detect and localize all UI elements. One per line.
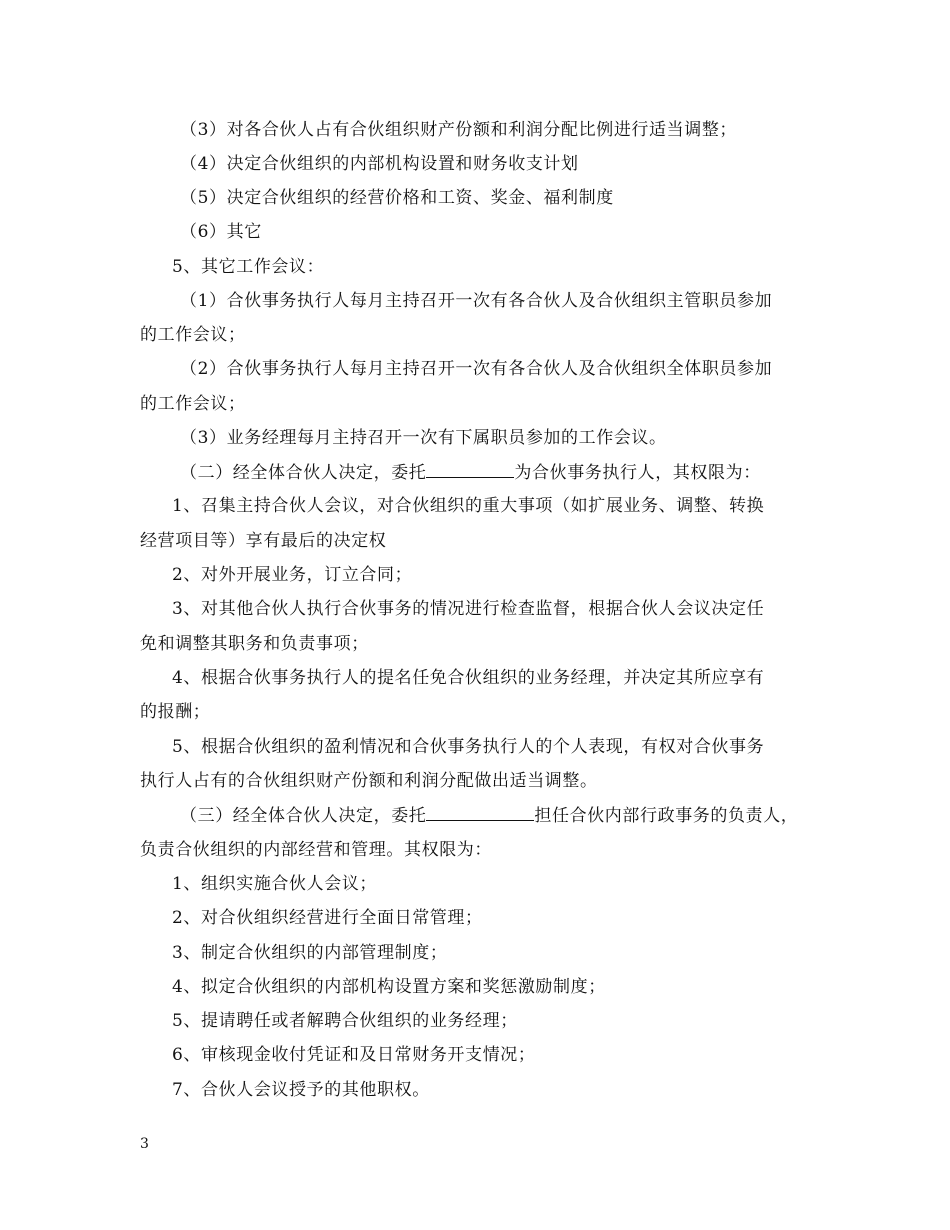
text-line: 的工作会议； <box>140 394 246 414</box>
text-segment: 担任合伙内部行政事务的负责人， <box>534 806 799 826</box>
blank-field <box>426 460 514 478</box>
text-line: 2、对外开展业务，订立合同； <box>172 565 413 585</box>
text-line: 3、对其他合伙人执行合伙事务的情况进行检查监督，根据合伙人会议决定任 <box>172 599 765 619</box>
text-line: 5、根据合伙组织的盈利情况和合伙事务执行人的个人表现，有权对合伙事务 <box>172 737 765 757</box>
text-line: 经营项目等）享有最后的决定权 <box>140 531 387 551</box>
text-line: （4）决定合伙组织的内部机构设置和财务收支计划 <box>180 154 579 174</box>
text-line <box>180 803 798 828</box>
text-line: 1、召集主持合伙人会议，对合伙组织的重大事项（如扩展业务、调整、转换 <box>172 496 765 516</box>
text-segment: 为合伙事务执行人，其权限为： <box>514 463 761 483</box>
text-line: 免和调整其职务和负责事项； <box>140 634 369 654</box>
text-line: 4、根据合伙事务执行人的提名任免合伙组织的业务经理，并决定其所应享有 <box>172 668 765 688</box>
text-line: 执行人占有的合伙组织财产份额和利润分配做出适当调整。 <box>140 771 598 791</box>
text-line: （3）业务经理每月主持召开一次有下属职员参加的工作会议。 <box>180 428 667 448</box>
text-segment: （三）经全体合伙人决定，委托 <box>180 806 427 826</box>
text-line: （2）合伙事务执行人每月主持召开一次有各合伙人及合伙组织全体职员参加 <box>180 359 773 379</box>
text-line: 4、拟定合伙组织的内部机构设置方案和奖惩激励制度； <box>172 977 606 997</box>
text-line: 的工作会议； <box>140 325 246 345</box>
text-line: （6）其它 <box>180 222 262 242</box>
text-line: 1、组织实施合伙人会议； <box>172 874 378 894</box>
text-line: 6、审核现金收付凭证和及日常财务开支情况； <box>172 1045 536 1065</box>
text-segment: （二）经全体合伙人决定，委托 <box>180 463 427 483</box>
text-line: 5、其它工作会议： <box>172 257 325 277</box>
text-line: 5、提请聘任或者解聘合伙组织的业务经理； <box>172 1011 518 1031</box>
text-line: 3、制定合伙组织的内部管理制度； <box>172 943 448 963</box>
page-number: 3 <box>140 1136 149 1152</box>
text-line: 2、对合伙组织经营进行全面日常管理； <box>172 908 483 928</box>
text-line: （5）决定合伙组织的经营价格和工资、奖金、福利制度 <box>180 188 614 208</box>
blank-field <box>426 803 534 821</box>
text-line <box>180 460 761 485</box>
text-line: 7、合伙人会议授予的其他职权。 <box>172 1080 430 1100</box>
text-line: （1）合伙事务执行人每月主持召开一次有各合伙人及合伙组织主管职员参加 <box>180 291 773 311</box>
text-line: 负责合伙组织的内部经营和管理。其权限为： <box>140 840 492 860</box>
text-line: 的报酬； <box>140 702 211 722</box>
text-line: （3）对各合伙人占有合伙组织财产份额和利润分配比例进行适当调整； <box>180 120 738 140</box>
